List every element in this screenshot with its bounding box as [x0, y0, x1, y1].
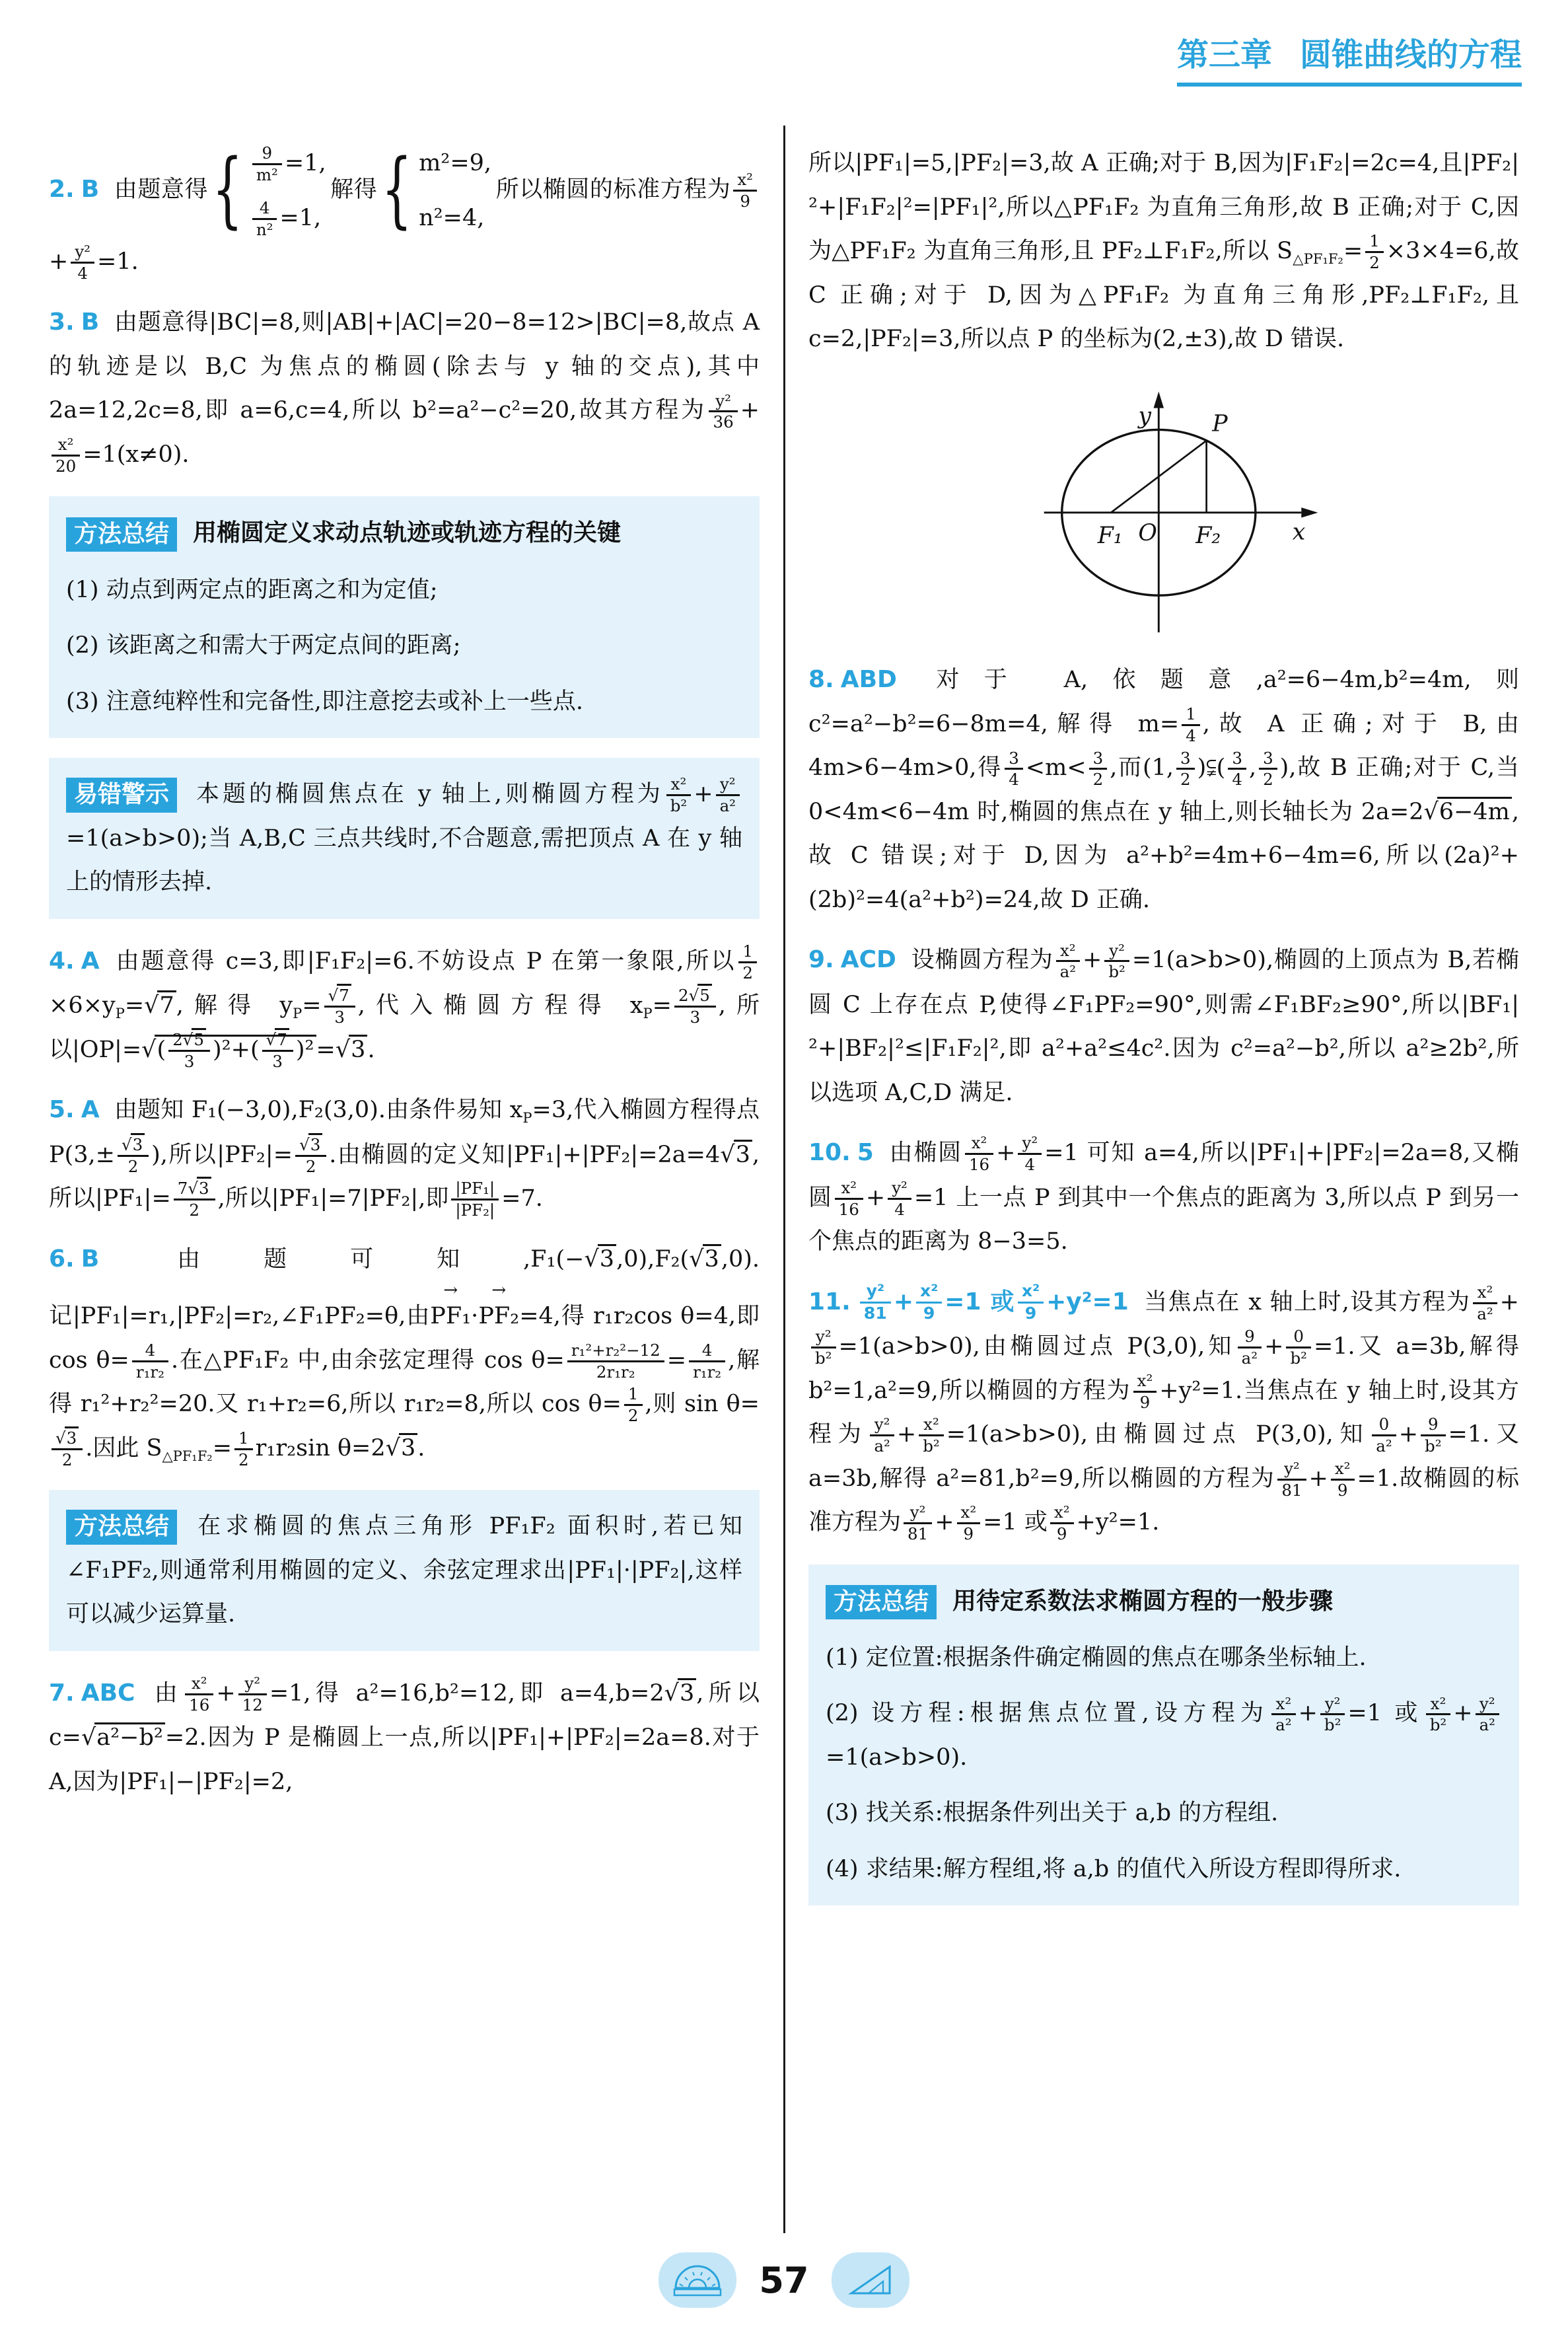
chapter-number: 第三章: [1176, 36, 1272, 73]
item-answer: ABC: [81, 1679, 135, 1707]
item-number: 2.: [49, 176, 75, 203]
item-text: 设椭圆方程为 $\frac{\text{x²}}{\text{a²}}$ + $\frac{\text{y²}}{\text{b²}}$ =1(a>b>0),椭圆的上顶点为 B,若椭圆 C 上存在点 P,使得∠F₁PF₂=90°,则需∠F₁BF₂≥90°,所以|BF₁|²+|BF₂|²≤|F₁F₂|²,即 a²+a²≤4c².因为 c²=a²−b²,所以 a²≥2b²,所以选项 A,C,D 满足.: [808, 940, 1519, 1106]
callout-box: [49, 496, 760, 738]
right-column: [808, 126, 1519, 1925]
item-text: 由题意得 c=3,即|F₁F₂|=6.不妨设点 P 在第一象限,所以 $\frac{1}{2}$ $\times 6\times y_P=√7$,解得 $y_P=$ $\frac{√ 7}{3}$ ,代入椭圆方程得 $x_P=$ $\frac{2√ 5}{3}$ ,所以|OP|=√( $\frac{2√ 5}{3}$ )²+( $\frac{√ 7}{3}$ )²=√3.: [49, 941, 760, 1071]
item-text: 由题知 F₁(−3,0),F₂(3,0).由条件易知 $x_P=3$,代入椭圆方程得点 P(3,± $\frac{√ 3}{2}$ ),所以|PF₂|= $\frac{√ 3}{2}$ .由椭圆的定义知|PF₁|+|PF₂|=2a=4√3,所以|PF₁|= $\frac{7√ 3}{2}$ ,所以|PF₁|=7|PF₂|,即 $\frac{\text{|PF₁|}}{\text{|PF₂|}}$ =7.: [49, 1097, 760, 1220]
solution-item-7: [49, 1671, 760, 1804]
callout-line: (1) 动点到两定点的距离之和为定值;: [66, 576, 438, 603]
item-answer: A: [81, 1096, 100, 1124]
item-answer: ABD: [840, 665, 897, 693]
item-answer: B: [81, 176, 100, 203]
column-divider: [783, 126, 785, 2233]
item-text: 由椭圆 $\frac{\text{x²}}{16}$ + $\frac{\text{y²}}{4}$ =1 可知 a=4,所以|PF₁|+|PF₂|=2a=8,又椭圆 $\frac{\text{x²}}{16}$ + $\frac{\text{y²}}{4}$ =1 上一点 P 到其中一个焦点的距离为 3,所以点 P 到另一个焦点的距离为 8−3=5.: [808, 1133, 1519, 1255]
item-answer: B: [81, 308, 100, 336]
item-text: 由 $\frac{\text{x²}}{16}$ + $\frac{\text{y²}}{12}$ =1,得 a²=16,b²=12,即 a=4,b=2√3,所以 c=√a²−b²=2.因为 P 是椭圆上一点,所以|PF₁|+|PF₂|=2a=8.对于 A,因为|PF₁|−|PF₂|=2,: [49, 1673, 760, 1795]
chapter-header: [1177, 29, 1522, 87]
page-number: 57: [759, 2259, 809, 2301]
item-number: 4.: [49, 947, 75, 975]
point-p-label: P: [1212, 410, 1228, 437]
callout-text: 本题的椭圆焦点在 y 轴上,则椭圆方程为 $\frac{\text{x²}}{\text{b²}}$ + $\frac{\text{y²}}{\text{a²}}$ =1(a>b>0);当 A,B,C 三点共线时,不合题意,需把顶点 A 在 y 轴上的情形去掉.: [66, 774, 742, 896]
item-number: 6.: [49, 1245, 75, 1273]
x-axis-arrow: [1301, 507, 1318, 517]
solution-item-5: [49, 1088, 760, 1220]
set-square-icon: [832, 2252, 909, 2308]
solution-item-10: [808, 1130, 1519, 1263]
continued-paragraph: 所以|PF₁|=5,|PF₂|=3,故 A 正确;对于 B,因为|F₁F₂|=2c=4,且|PF₂|²+|F₁F₂|²=|PF₁|²,所以△PF₁F₂ 为直角三角形,故 B 正确;对于 C,因为△PF₁F₂ 为直角三角形,且 PF₂⊥F₁F₂,所以 $S_{\triangle PF_1F_2}=$ $\frac{1}{2}$ ×3×4=6,故 C 正确;对于 D,因为△PF₁F₂ 为直角三角形,PF₂⊥F₁F₂,且 c=2,|PF₂|=3,所以点 P 的坐标为(2,±3),故 D 错误.: [808, 150, 1519, 352]
item-number: 11.: [808, 1288, 851, 1315]
page-footer: [0, 2252, 1568, 2308]
callout-line: (1) 定位置:根据条件确定椭圆的焦点在哪条坐标轴上.: [826, 1644, 1367, 1671]
callout-line: (3) 找关系:根据条件列出关于 a,b 的方程组.: [826, 1800, 1279, 1827]
x-axis-label: x: [1292, 518, 1306, 545]
callout-title: 用待定系数法求椭圆方程的一般步骤: [952, 1587, 1334, 1615]
item-number: 5.: [49, 1096, 75, 1124]
callout-line: (4) 求结果:解方程组,将 a,b 的值代入所设方程即得所求.: [826, 1855, 1402, 1882]
item-text: 对于 A,依题意,a²=6−4m,b²=4m,则 c²=a²−b²=6−8m=4,解得 m= $\frac{1}{4}$ ,故 A 正确;对于 B,由 4m>6−4m>0,得 $\frac{3}{4}$ <m< $\frac{3}{2}$ ,而(1, $\frac{3}{2}$ )⫋( $\frac{3}{4}$ , $\frac{3}{2}$ ),故 B 正确;对于 C,当 0<4m<6−4m 时,椭圆的焦点在 y 轴上,则长轴长为 2a=2√6−4m,故 C 错误;对于 D,因为 a²+b²=4m+6−4m=6,所以(2a)²+(2b)²=4(a²+b²)=24,故 D 正确.: [808, 666, 1520, 913]
solution-item-9: [808, 938, 1519, 1115]
item-text: 由题意得|BC|=8,则|AB|+|AC|=20−8=12>|BC|=8,故点 A 的轨迹是以 B,C 为焦点的椭圆(除去与 y 轴的交点),其中 2a=12,2c=8,即 a=6,c=4,所以 b²=a²−c²=20,故其方程为 $\frac{\text{y²}}{36}$ + $\frac{\text{x²}}{20}$ =1(x≠0).: [49, 309, 760, 476]
ellipse-figure: [808, 377, 1519, 642]
solution-item-4: [49, 939, 760, 1072]
callout-label: 方法总结: [826, 1585, 937, 1620]
chapter-header-text: [1177, 29, 1522, 87]
callout-box: [49, 758, 760, 919]
y-axis-label: y: [1138, 402, 1152, 429]
item-answer: ACD: [840, 946, 896, 974]
item-number: 8.: [808, 665, 834, 693]
focus2-label: F₂: [1195, 522, 1221, 549]
callout-line: (3) 注意纯粹性和完备性,即注意挖去或补上一些点.: [66, 688, 583, 715]
solution-item-3: [49, 300, 760, 477]
callout-box: [808, 1565, 1519, 1906]
left-column: [49, 126, 760, 1820]
callout-line: (2) 该距离之和需大于两定点间的距离;: [66, 632, 461, 659]
item-answer: 5: [857, 1139, 874, 1167]
callout-label: 易错警示: [66, 778, 177, 813]
item-answer: B: [81, 1245, 100, 1273]
solution-item-2: [49, 141, 760, 284]
item-answer: $\frac{\text{y²}}{81}$ + $\frac{\text{x²}}{9}$ =1 或 $\frac{\text{x²}}{9}$ +y²=1: [857, 1288, 1129, 1315]
item-number: 9.: [808, 946, 834, 974]
callout-box: [49, 1490, 760, 1651]
item-answer: A: [81, 947, 100, 975]
item-number: 7.: [49, 1679, 75, 1707]
callout-title: 用椭圆定义求动点轨迹或轨迹方程的关键: [193, 519, 622, 547]
callout-line: (2) 设方程:根据焦点位置,设方程为 $\frac{\text{x²}}{\text{a²}}$ + $\frac{\text{y²}}{\text{b²}}$ =1 或 $\frac{\text{x²}}{\text{b²}}$ + $\frac{\text{y²}}{\text{a²}}$ =1(a>b>0).: [826, 1691, 1502, 1779]
item-number: 3.: [49, 308, 75, 336]
item-text: 由题可知,F₁(−√3,0),F₂(√3,0).记|PF₁|=r₁,|PF₂|=r₂,∠F₁PF₂=θ,由 → PF₁· → PF₂=4,得 r₁r₂cos θ=4,即 cos θ= $\frac{4}{\text{r₁r₂}}$ .在△PF₁F₂ 中,由余弦定理得 cos θ= $\frac{\text{r₁²+r₂²−12}}{\text{2r₁r₂}}$ = $\frac{4}{\text{r₁r₂}}$ ,解得 r₁²+r₂²=20.又 r₁+r₂=6,所以 r₁r₂=8,所以 cos θ= $\frac{1}{2}$ ,则 sin θ= $\frac{√ 3}{2}$ .因此 $S_{\triangle PF_1F_2}=$ $\frac{1}{2}$ r₁r₂sin θ=2√3.: [49, 1246, 760, 1461]
chapter-title: 圆锥曲线的方程: [1299, 36, 1522, 73]
callout-label: 方法总结: [66, 517, 177, 552]
solution-item-8: [808, 657, 1519, 922]
origin-label: O: [1138, 519, 1157, 546]
callout-label: 方法总结: [66, 1510, 177, 1545]
solution-item-11: [808, 1280, 1519, 1545]
item-text: 由题意得 { $\frac{9}{\text{m²}}$ =1, $\frac{4}{\text{n²}}$ =1, 解得 { m²=9, n²=4, 所以椭圆的标准方程为 $\frac{\text{x²}}{9}$ + $\frac{\text{y²}}{4}$ =1.: [49, 176, 760, 275]
y-axis-arrow: [1154, 391, 1164, 408]
solution-item-6: [49, 1237, 760, 1471]
protractor-icon: [659, 2252, 736, 2308]
focus1-label: F₁: [1097, 522, 1123, 549]
callout-text: 在求椭圆的焦点三角形 PF₁F₂ 面积时,若已知∠F₁PF₂,则通常利用椭圆的定义、余弦定理求出|PF₁|·|PF₂|,这样可以减少运算量.: [66, 1513, 742, 1628]
item-text: 当焦点在 x 轴上时,设其方程为 $\frac{\text{x²}}{\text{a²}}$ + $\frac{\text{y²}}{\text{b²}}$ =1(a>b>0),由椭圆过点 P(3,0),知 $\frac{9}{\text{a²}}$ + $\frac{0}{\text{b²}}$ =1.又 a=3b,解得 b²=1,a²=9,所以椭圆的方程为 $\frac{\text{x²}}{9}$ +y²=1.当焦点在 y 轴上时,设其方程为 $\frac{\text{y²}}{\text{a²}}$ + $\frac{\text{x²}}{\text{b²}}$ =1(a>b>0),由椭圆过点 P(3,0),知 $\frac{0}{\text{a²}}$ + $\frac{9}{\text{b²}}$ =1.又 a=3b,解得 a²=81,b²=9,所以椭圆的方程为 $\frac{\text{y²}}{81}$ + $\frac{\text{x²}}{9}$ =1.故椭圆的标准方程为 $\frac{\text{y²}}{81}$ + $\frac{\text{x²}}{9}$ =1 或 $\frac{\text{x²}}{9}$ +y²=1.: [808, 1282, 1520, 1544]
item-number: 10.: [808, 1139, 851, 1167]
